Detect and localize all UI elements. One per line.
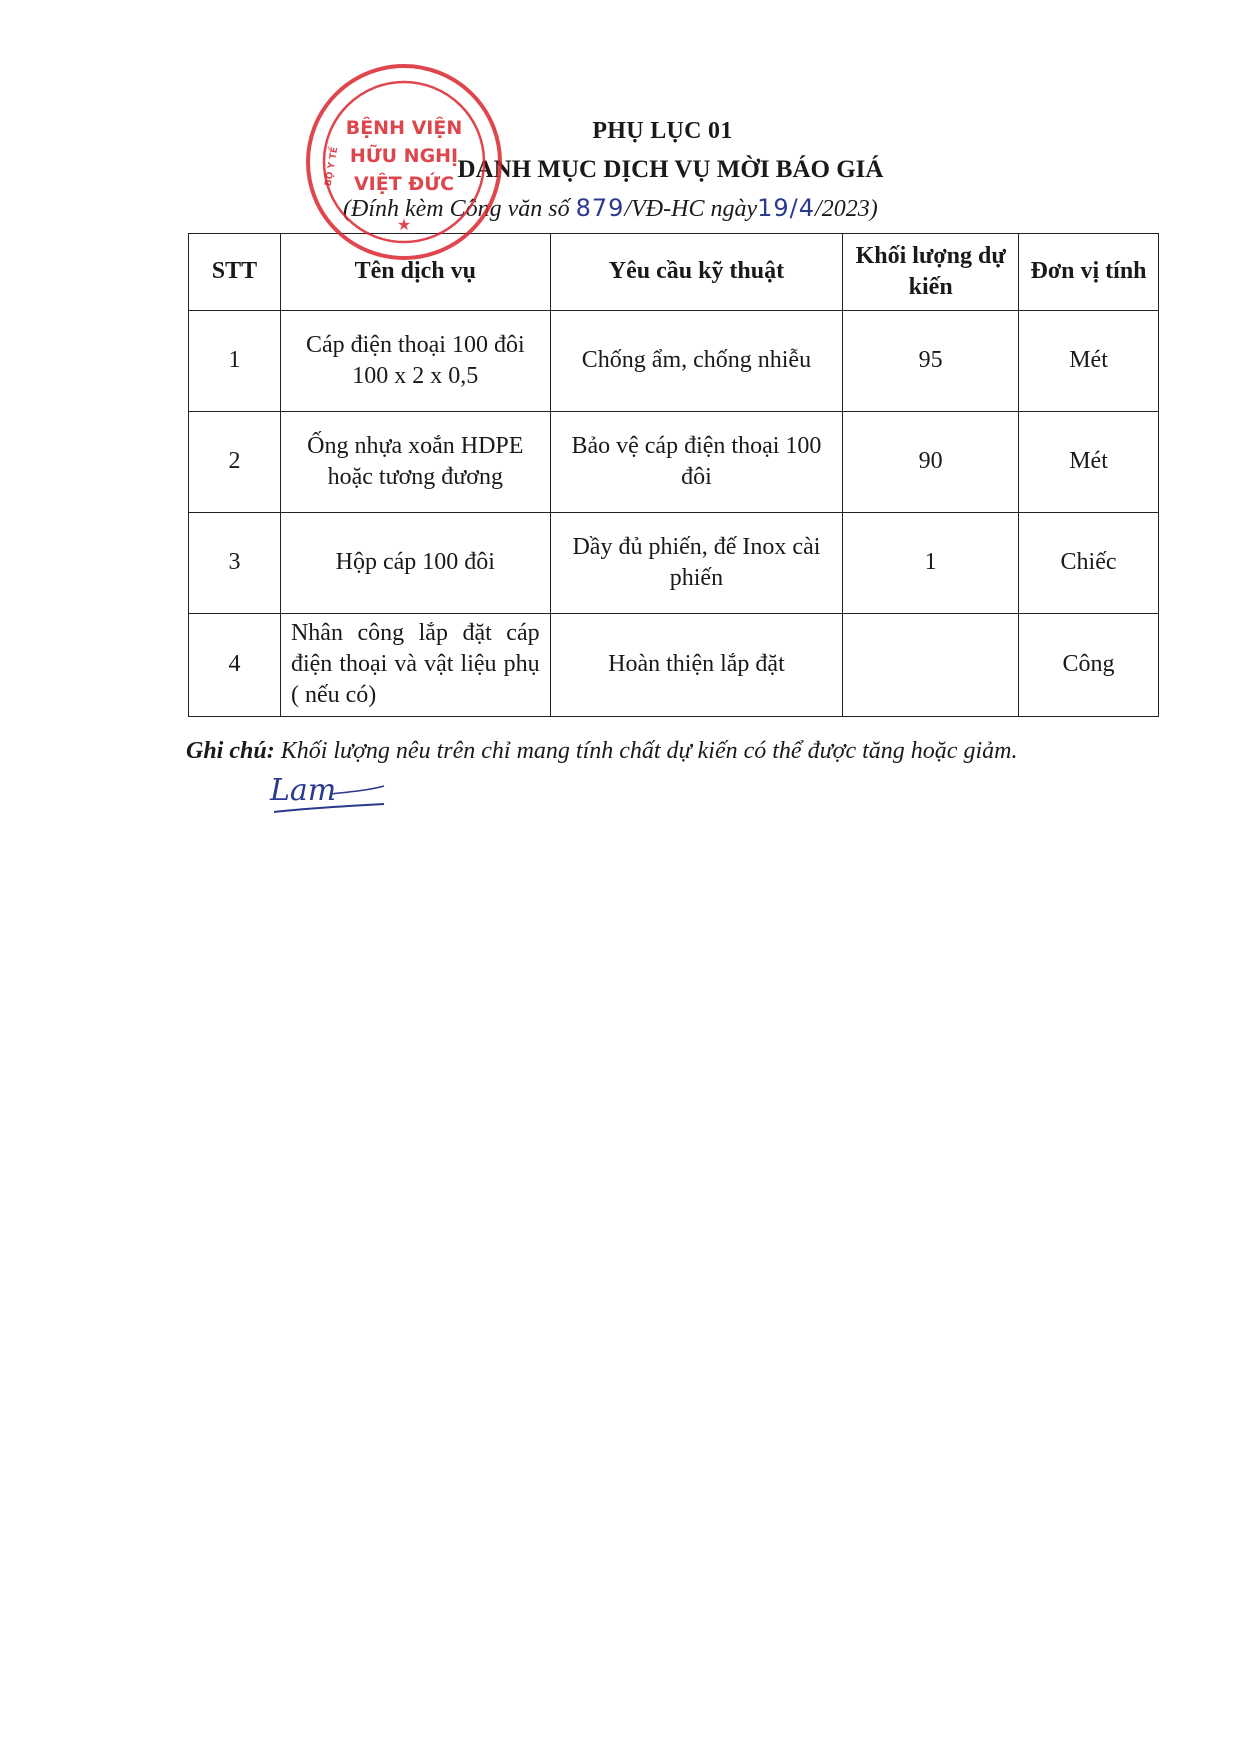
table-row (189, 614, 1159, 717)
footnote (186, 734, 1156, 768)
row-stt: 3 (189, 513, 281, 614)
row-unit: Mét (1019, 311, 1159, 412)
stamp-line-1: BỆNH VIỆN (345, 117, 463, 139)
star-icon: ★ (396, 217, 412, 234)
service-table (188, 233, 1159, 717)
column-header-requirement: Yêu cầu kỹ thuật (550, 234, 843, 311)
table-row (189, 311, 1159, 412)
footnote-label: Ghi chú: (186, 738, 275, 764)
reference-month: 4 (798, 194, 816, 222)
row-unit: Chiếc (1019, 513, 1159, 614)
footnote-text: Khối lượng nêu trên chỉ mang tính chất dự kiến có thể được tăng hoặc giảm. (274, 738, 1018, 764)
column-header-quantity: Khối lượng dự kiến (843, 234, 1019, 311)
table-row (189, 513, 1159, 614)
row-quantity (843, 614, 1019, 717)
row-quantity: 90 (843, 412, 1019, 513)
reference-number: 879 (575, 194, 625, 222)
column-header-unit: Đơn vị tính (1019, 234, 1159, 311)
row-service-name: Cáp điện thoại 100 đôi 100 x 2 x 0,5 (280, 311, 550, 412)
row-service-name: Nhân công lắp đặt cáp điện thoại và vật liệu phụ ( nếu có) (280, 614, 550, 717)
hospital-stamp (304, 62, 504, 262)
row-stt: 1 (189, 311, 281, 412)
reference-day: 19 (757, 194, 790, 222)
reference-middle: /VĐ-HC ngày (624, 196, 758, 222)
row-requirement: Dầy đủ phiến, đế Inox cài phiến (550, 513, 843, 614)
row-requirement: Chống ẩm, chống nhiễu (550, 311, 843, 412)
signature-text: Lam (270, 773, 337, 808)
reference-separator: / (789, 194, 799, 222)
stamp-line-2: HỮU NGHỊ (349, 145, 459, 167)
appendix-title: PHỤ LỤC 01 (592, 118, 733, 144)
row-unit: Công (1019, 614, 1159, 717)
row-unit: Mét (1019, 412, 1159, 513)
reference-suffix: /2023) (815, 196, 878, 222)
row-stt: 4 (189, 614, 281, 717)
stamp-line-3: VIỆT ĐỨC (353, 173, 455, 195)
stamp-side-text: BỘ Y TẾ (323, 146, 341, 188)
row-quantity: 1 (843, 513, 1019, 614)
column-header-service-name: Tên dịch vụ (280, 234, 550, 311)
row-quantity: 95 (843, 311, 1019, 412)
row-requirement: Hoàn thiện lắp đặt (550, 614, 843, 717)
document-heading: DANH MỤC DỊCH VỤ MỜI BÁO GIÁ (457, 156, 884, 183)
row-service-name: Ống nhựa xoắn HDPE hoặc tương đương (280, 412, 550, 513)
row-stt: 2 (189, 412, 281, 513)
signature (260, 764, 390, 824)
reference-prefix: (Đính kèm Công văn số (343, 196, 576, 222)
row-requirement: Bảo vệ cáp điện thoại 100 đôi (550, 412, 843, 513)
column-header-stt: STT (189, 234, 281, 311)
row-service-name: Hộp cáp 100 đôi (280, 513, 550, 614)
table-row (189, 412, 1159, 513)
